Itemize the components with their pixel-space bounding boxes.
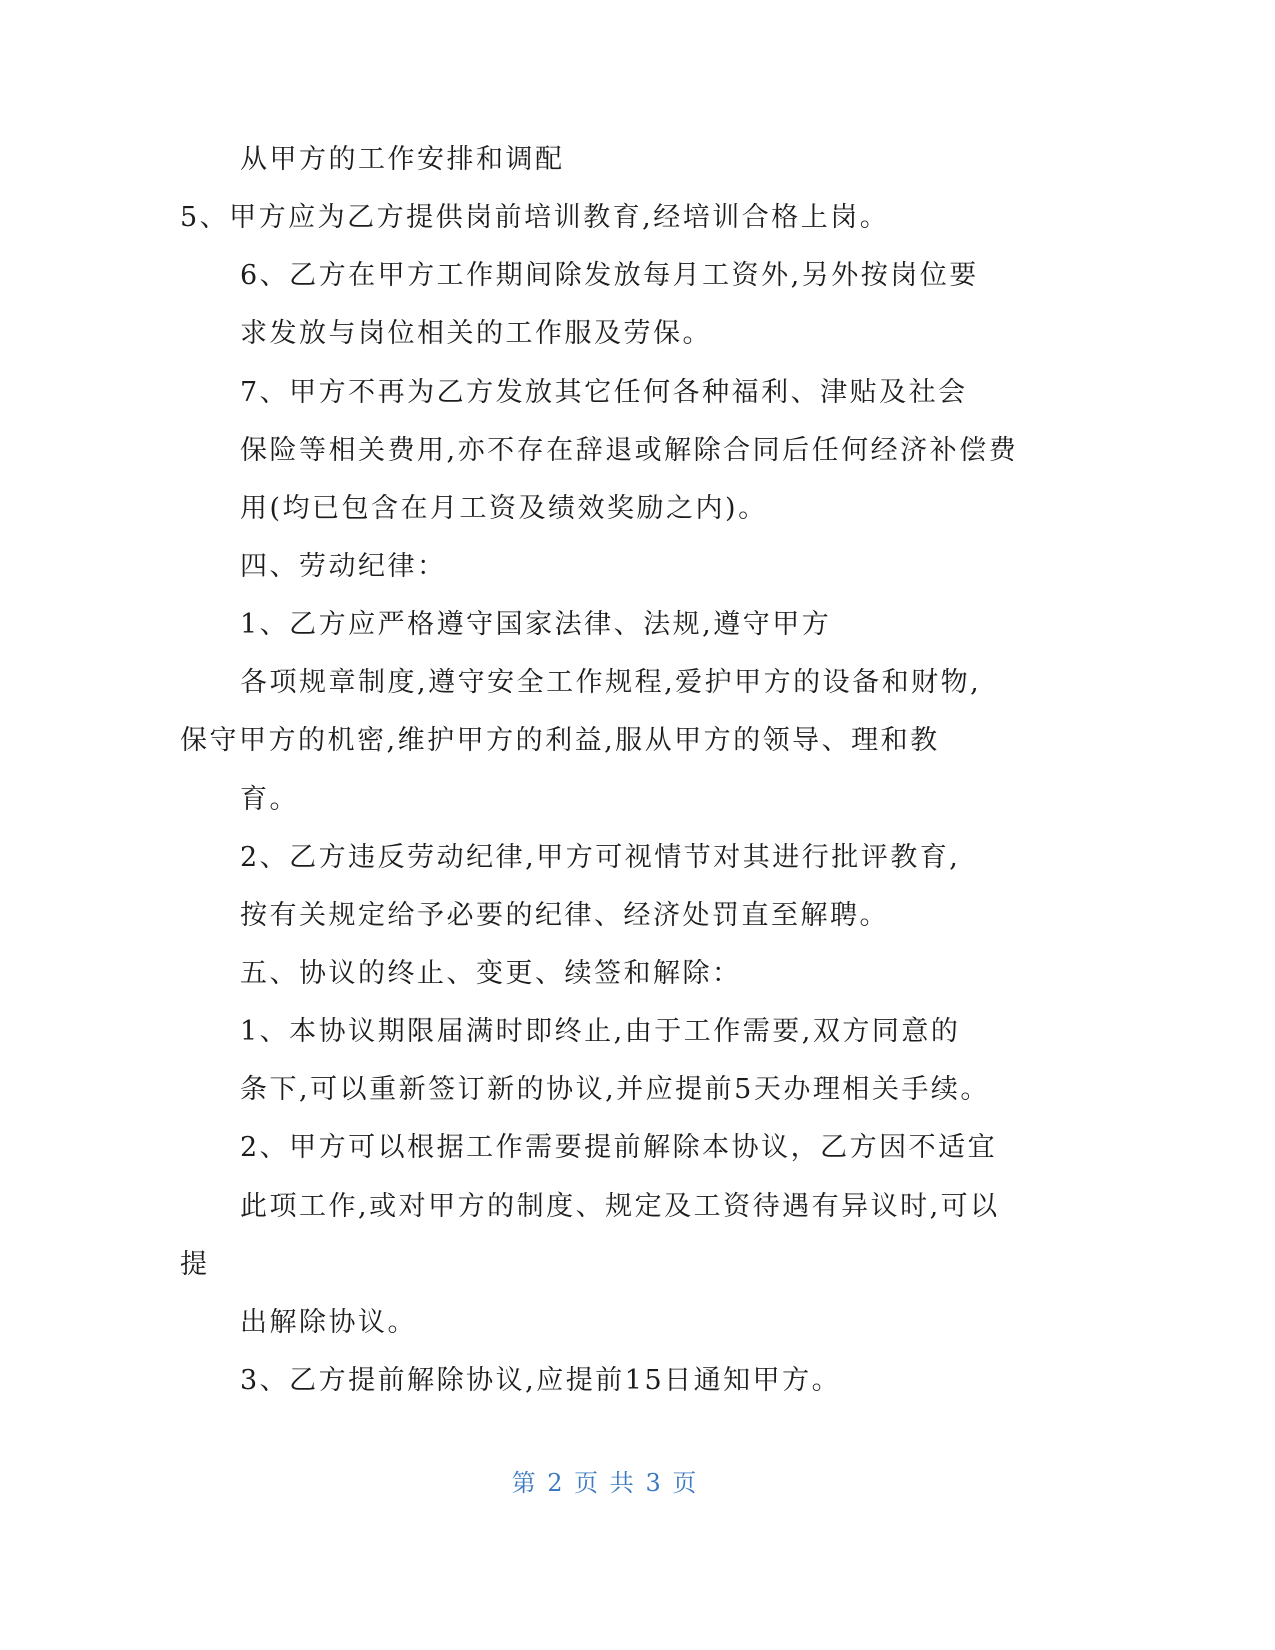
section-heading-labor-discipline: 四、劳动纪律： — [240, 550, 447, 582]
text-line: 各项规章制度,遵守安全工作规程,爱护甲方的设备和财物, — [240, 667, 982, 699]
discipline-clause-2-line: 2、乙方违反劳动纪律,甲方可视情节对其进行批评教育, — [240, 841, 961, 873]
termination-clause-3-line: 3、乙方提前解除协议,应提前15日通知甲方。 — [240, 1364, 842, 1396]
clause-6-line: 6、乙方在甲方工作期间除发放每月工资外,另外按岗位要 — [240, 260, 979, 292]
text-line: 提 — [180, 1248, 210, 1280]
clause-7-line: 7、甲方不再为乙方发放其它任何各种福利、津贴及社会 — [240, 376, 968, 408]
document-body — [180, 131, 1080, 1410]
text-line: 按有关规定给予必要的纪律、经济处罚直至解聘。 — [240, 899, 889, 931]
section-heading-termination: 五、协议的终止、变更、续签和解除： — [240, 957, 742, 989]
termination-clause-2-line: 2、甲方可以根据工作需要提前解除本协议，乙方因不适宜 — [240, 1132, 998, 1164]
text-line: 用(均已包含在月工资及绩效奖励之内)。 — [240, 492, 768, 524]
text-line: 保险等相关费用,亦不存在辞退或解除合同后任何经济补偿费 — [240, 434, 1019, 466]
text-line: 条下,可以重新签订新的协议,并应提前5天办理相关手续。 — [240, 1074, 990, 1106]
discipline-clause-1-line: 1、乙方应严格遵守国家法律、法规,遵守甲方 — [240, 609, 832, 641]
text-line: 出解除协议。 — [240, 1306, 417, 1338]
text-line: 保守甲方的机密,维护甲方的利益,服从甲方的领导、理和教 — [180, 725, 940, 757]
clause-5-line: 5、甲方应为乙方提供岗前培训教育,经培训合格上岗。 — [180, 202, 890, 234]
text-line: 此项工作,或对甲方的制度、规定及工资待遇有异议时,可以 — [240, 1190, 1000, 1222]
termination-clause-1-line: 1、本协议期限届满时即终止,由于工作需要,双方同意的 — [240, 1016, 961, 1048]
text-line: 从甲方的工作安排和调配 — [240, 144, 565, 175]
text-line: 育。 — [240, 783, 299, 815]
text-line: 求发放与岗位相关的工作服及劳保。 — [240, 318, 712, 350]
page-footer: 第 2 页 共 3 页 — [511, 1469, 699, 1497]
